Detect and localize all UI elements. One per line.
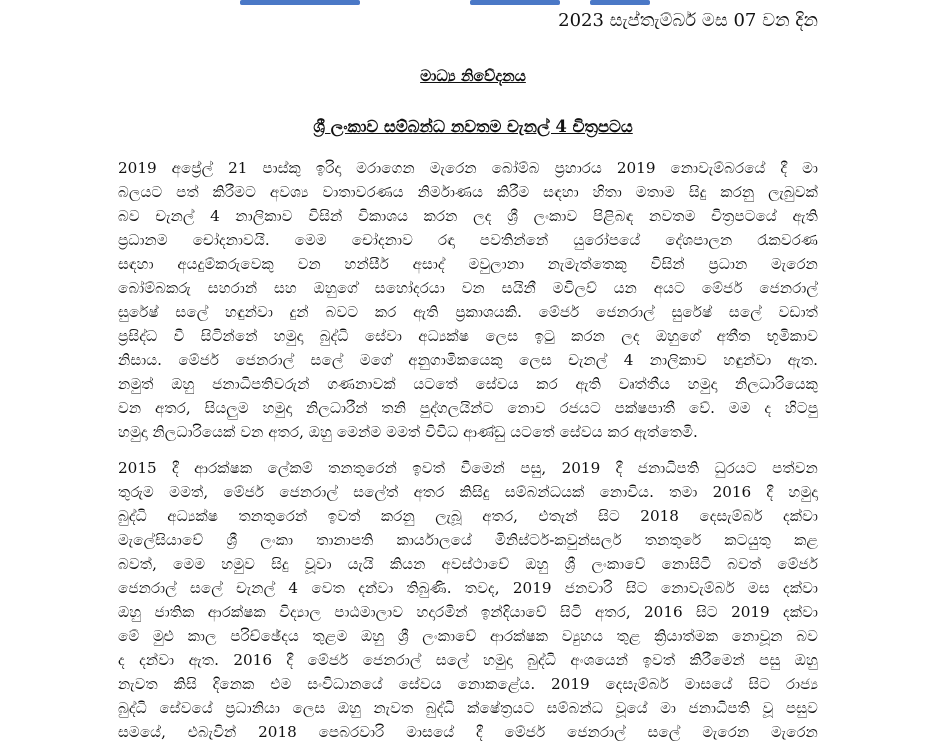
text-line: බවත්, මෙම හමුව සිදු වූවා යැයි කියන අවස්ථාවේ ඔහු ශ්‍රී ලංකාවේ නොසිටි බවත් මේජර්: [118, 555, 818, 573]
text-line: බුද්ධි අධ්‍යක්ෂ තනතුරෙන් ඉවත් කරනු ලැබූ අතර, එතැන් සිට 2018 දෙසැම්බර් දක්වා: [118, 507, 818, 525]
text-line: බෝම්බකරු සහරාන් සහ ඔහුගේ සහෝදරයා වන සයිනී මවිලව් යන අයට මේජර් ජෙනරාල්: [118, 279, 818, 297]
text-line: නිසාය. මේජර් ජෙනරාල් සලේ මගේ අනුගාමිකයෙකු ලෙස චැනල් 4 නාලිකාව හඳුන්වා ඇත.: [118, 351, 818, 369]
text-line: තුරුම මමත්, මේජර් ජෙනරාල් සලේත් අතර කිසිදු සම්බන්ධයක් නොවිය. තමා 2016 දී හමුදා: [118, 483, 818, 501]
text-line: ප්‍රධානම චෝදනාවයි. මෙම චෝදනාව රඳා පවතින්නේ යුරෝපයේ දේශපාලන රැකවරණ: [118, 231, 818, 249]
document-date: 2023 සැප්තැම්බර් මස 07 වන දින: [558, 10, 818, 31]
text-line: මේ මුළු කාල පරිච්ඡේදය තුළම ඔහු ශ්‍රී ලංකාවේ ආරක්ෂක ව්‍යුහය තුළ ක්‍රියාත්මක නොවූන බව: [118, 627, 818, 645]
body-paragraph-1: [118, 156, 818, 444]
text-line: 2019 අප්‍රේල් 21 පාස්කු ඉරිදා මරාගෙන මැරෙන බෝම්බ ප්‍රහාරය 2019 නොවැම්බරයේ දී මා: [118, 159, 818, 177]
body-paragraph-2: [118, 456, 818, 744]
text-line: 2015 දී ආරක්ෂක ලේකම් තනතුරෙන් ඉවත් වීමෙන් පසු, 2019 දී ජනාධිපති ධුරයට පත්වන: [118, 459, 818, 477]
text-line: බලයට පත් කිරීමට අවශ්‍ය වාතාවරණය නිර්මාණය කිරීම සඳහා හිතා මතාම සිදු කරනු ලැබුවක්: [118, 183, 818, 201]
header-stripe: [590, 0, 650, 5]
top-decorative-bar: [0, 0, 946, 6]
text-line: මැලේසියාවේ ශ්‍රී ලංකා තානාපති කාර්යාලයේ මිනිස්ටර්-කවුන්සලර් තනතුරේ කටයුතු කළ: [118, 531, 818, 549]
text-line: බව චැනල් 4 නාලිකාව විසින් විකාශය කරන ලද ශ්‍රී ලංකාව පිළිබඳ නවතම චිත්‍රපටයේ ඇති: [118, 207, 818, 225]
document-subheading: ශ්‍රී ලංකාව සම්බන්ධ නවතම චැනල් 4 චිත්‍රපටය: [313, 117, 633, 136]
document-heading: මාධ්‍ය නිවේදනය: [420, 66, 526, 85]
text-line: ප්‍රසිද්ධ වී සිටින්නේ හමුදා බුද්ධි සේවා අධ්‍යක්ෂ ලෙස ඉටු කරන ලද ඔහුගේ අතීත භූමිකාව: [118, 327, 818, 345]
text-line: සඳහා අයදුම්කරුවෙකු වන හන්සීර් අසාද් මවුලානා නැමැත්තෙකු විසින් ප්‍රධාන මැරෙන: [118, 255, 818, 273]
text-line: බුද්ධි සේවයේ ප්‍රධානියා ලෙස ඔහු නැවත බුද්ධි ක්ෂේත්‍රයට සම්බන්ධ වූයේ මා ජනාධිපති වූ පසුව: [118, 699, 818, 717]
header-stripe: [470, 0, 560, 5]
text-line: වන අතර, සියලුම හමුදා නිලධාරීන් තනි පුද්ගලයින්ට නොව රජයට පක්ෂපාතී වේ. මම ද හිටපු: [118, 399, 818, 417]
text-line: සමයේ, එබැවින් 2018 පෙබරවාරි මාසයේ දී මේජර් ජෙනරාල් සලේ මැරෙන මැරෙන: [118, 723, 818, 741]
text-line: ද දන්වා ඇත. 2016 දී මේජර් ජෙනරාල් සලේ හමුදා බුද්ධි අංශයෙන් ඉවත් කිරීමෙන් පසු ඔහු: [118, 651, 818, 669]
text-line: නැවත කිසි දිනෙක එම සංවිධානයේ සේවය නොකළේය. 2019 දෙසැම්බර් මාසයේ සිට රාජ්‍ය: [118, 675, 818, 693]
text-line: හමුදා නිලධාරියෙක් වන අතර, ඔහු මෙන්ම මමත් විවිධ ආණ්ඩු යටතේ සේවය කර ඇත්තෙමි.: [118, 423, 698, 441]
header-stripe: [240, 0, 360, 5]
text-line: නමුත් ඔහු ජනාධිපතිවරුන් ගණනාවක් යටතේ සේවය කර ඇති වෘත්තීය හමුදා නිලධාරියෙකු: [118, 375, 818, 393]
text-line: ජෙනරාල් සලේ චැනල් 4 වෙත දන්වා තිබුණි. තවද, 2019 ජනවාරි සිට නොවැම්බර් මස දක්වා: [118, 579, 818, 597]
text-line: සුරේෂ් සලේ හඳුන්වා දුන් බවට කර ඇති ප්‍රකාශයකි. මේජර් ජෙනරාල් සුරේෂ් සලේ වඩාත්: [118, 303, 818, 321]
text-line: ඔහු ජාතික ආරක්ෂක විද්‍යාල පාඨමාලාව හදාරමින් ඉන්දියාවේ සිටි අතර, 2016 සිට 2019 දක්වා: [118, 603, 818, 621]
